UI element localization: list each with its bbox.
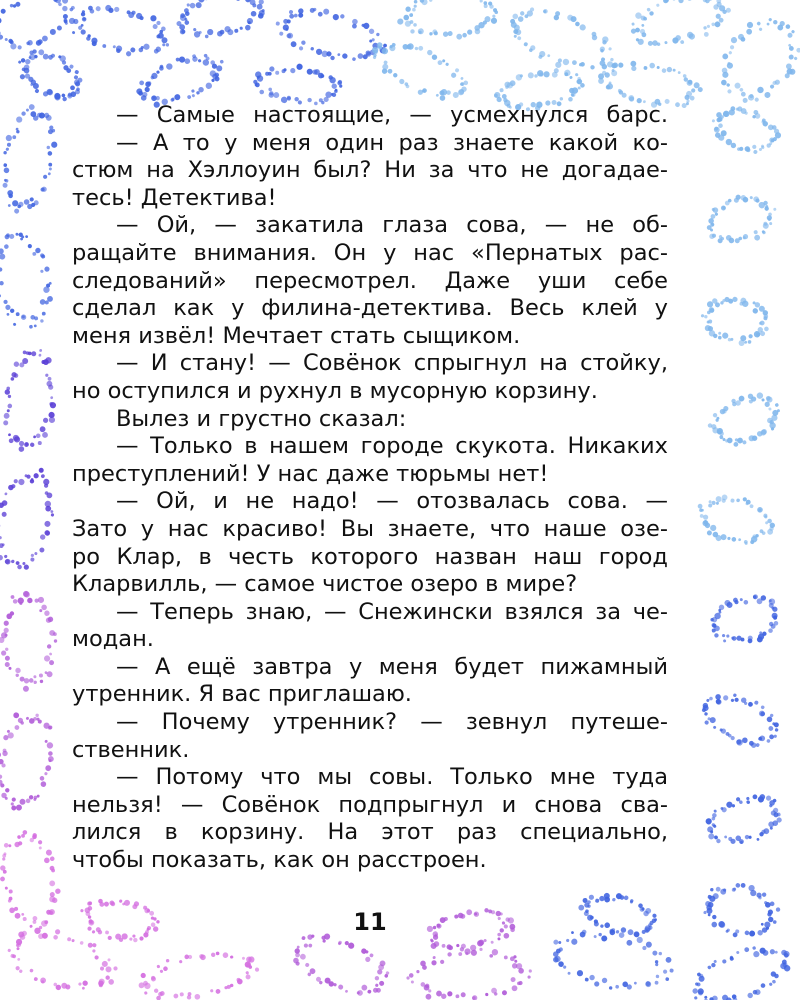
page-number: 11 xyxy=(353,908,387,936)
leopard-spot xyxy=(700,788,785,853)
leopard-spot xyxy=(0,826,67,935)
text-line: стюм на Хэллоуин был? Ни за что не догадае- xyxy=(72,157,668,184)
text-line: ро Клар, в честь которого назван наш город xyxy=(72,543,668,570)
text-line: Вылез и грустно сказал: xyxy=(116,405,407,432)
text-line: — Почему утренник? — зевнул путеше- xyxy=(116,709,668,736)
leopard-spot xyxy=(700,877,784,944)
text-line: модан. xyxy=(72,626,154,653)
leopard-spot xyxy=(625,0,736,56)
page-text xyxy=(72,102,668,875)
text-line: меня извёл! Мечтает стать сыщиком. xyxy=(72,322,521,349)
text-line: Кларвилль, — самое чистое озеро в мире? xyxy=(72,571,578,598)
text-line: чтобы показать, как он расстроен. xyxy=(72,847,487,874)
leopard-spot xyxy=(694,684,786,757)
leopard-spot xyxy=(0,589,62,694)
leopard-spot xyxy=(697,291,773,350)
leopard-spot xyxy=(9,37,92,111)
text-line: — Только в нашем городе скукота. Никаких xyxy=(116,433,668,460)
text-line: Зато у нас красиво! Вы знаете, что наше озе- xyxy=(72,515,668,542)
leopard-spot xyxy=(135,943,263,1000)
leopard-spot xyxy=(425,902,519,958)
leopard-spot xyxy=(0,101,64,219)
text-line: ственник. xyxy=(72,736,190,763)
leopard-spot xyxy=(270,0,392,73)
text-line: — Ой, — закатила глаза сова, — не об- xyxy=(116,212,668,239)
text-line: утренник. Я вас приглашаю. xyxy=(72,681,412,708)
leopard-spot xyxy=(76,892,162,948)
leopard-spot xyxy=(0,227,59,333)
text-line: следований» пересмотрел. Даже уши себе xyxy=(72,267,668,294)
text-line: ращайте внимания. Он у нас «Пернатых рас- xyxy=(72,239,668,266)
leopard-spot xyxy=(705,97,786,163)
text-line: — Потому что мы совы. Только мне туда xyxy=(116,764,668,791)
text-line: сделал как у филина-детектива. Весь клей у xyxy=(72,295,668,322)
leopard-spot xyxy=(1,918,123,1000)
text-line: — А ещё завтра у меня будет пижамный xyxy=(116,653,668,680)
text-line: но оступился и рухнул в мусорную корзину. xyxy=(72,377,598,404)
text-line: — Ой, и не надо! — отозвалась сова. — xyxy=(116,488,668,515)
text-line: — Теперь знаю, — Снежински взялся за че- xyxy=(116,598,668,625)
leopard-spot xyxy=(172,0,268,44)
leopard-spot xyxy=(65,0,174,63)
leopard-spot xyxy=(0,460,66,575)
leopard-spot xyxy=(703,2,800,118)
text-line: — И стану! — Совёнок спрыгнул на стойку, xyxy=(116,350,668,377)
leopard-spot xyxy=(701,186,783,252)
leopard-spot xyxy=(707,591,783,651)
leopard-spot xyxy=(363,27,475,111)
text-line: нельзя! — Совёнок подпрыгнул и снова сва- xyxy=(72,791,668,818)
leopard-spot xyxy=(395,0,500,45)
leopard-spot xyxy=(574,884,661,944)
leopard-spot xyxy=(684,934,800,1000)
text-line: тесь! Детектива! xyxy=(72,184,277,211)
leopard-spot xyxy=(690,486,780,554)
text-line: — А то у меня один раз знаете какой ко- xyxy=(116,129,668,156)
leopard-spot xyxy=(252,60,344,108)
text-line: — Самые настоящие, — усмехнулся барс. xyxy=(116,102,668,128)
leopard-spot xyxy=(0,346,61,454)
leopard-spot xyxy=(702,385,788,455)
text-line: преступлений! У нас даже тюрьмы нет! xyxy=(72,460,549,487)
leopard-spot xyxy=(404,943,534,1000)
leopard-spot xyxy=(0,708,61,816)
leopard-spot xyxy=(287,925,395,1000)
text-line: лился в корзину. На этот раз специально, xyxy=(72,819,668,846)
